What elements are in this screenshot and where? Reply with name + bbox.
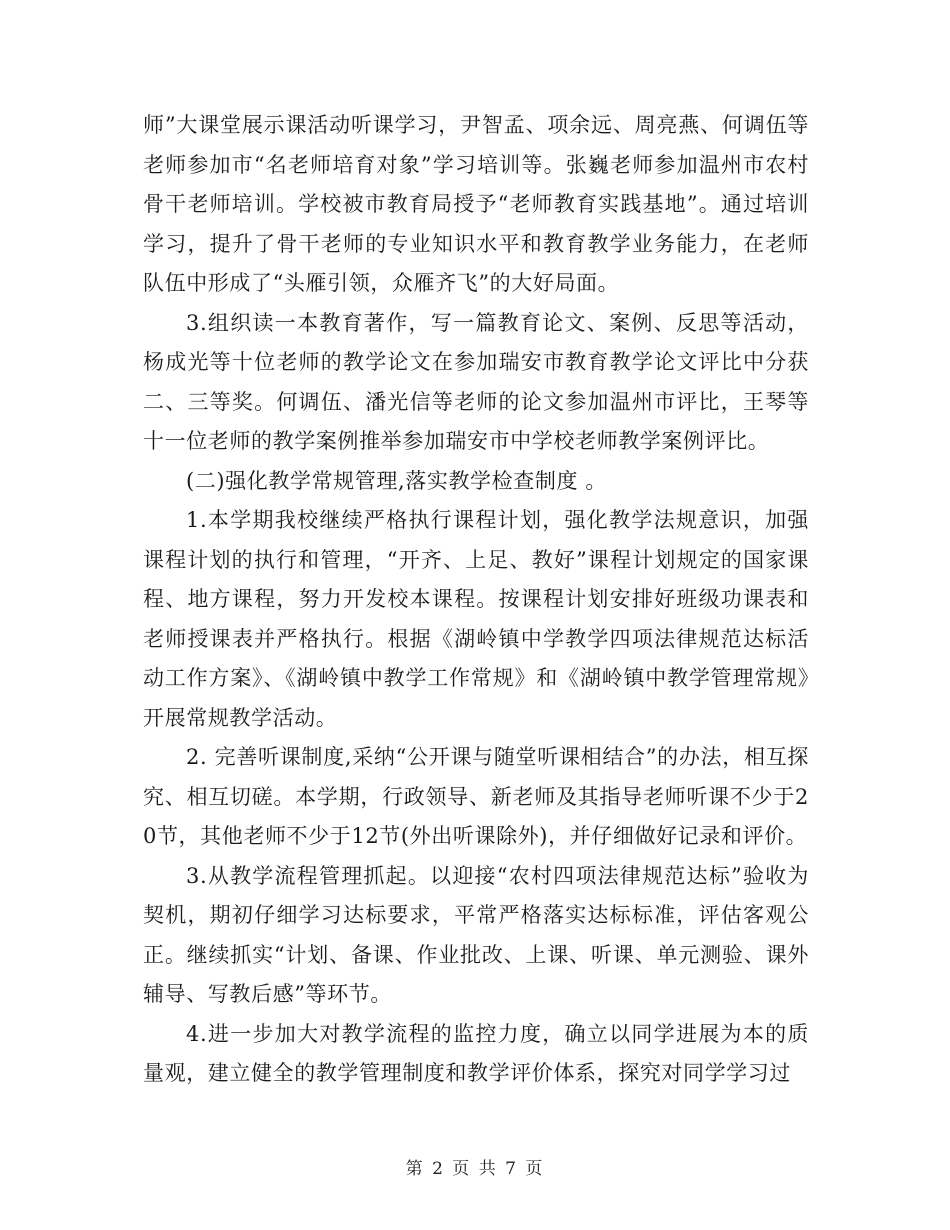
paragraph-item-1-curriculum: 1.本学期我校继续严格执行课程计划，强化教学法规意识，加强课程计划的执行和管理，“开齐、上足、教好”课程计划规定的国家课程、地方课程，努力开发校本课程。按课程计划安排好班级功课表和老师授课表并严格执行。根据《湖岭镇中学教学四项法律规范达标活动工作方案》、《湖岭镇中教学工作常规》和《湖岭镇中教学管理常规》开展常规教学活动。 bbox=[143, 508, 809, 730]
paragraph-item-3-reading: 3.组织读一本教育著作，写一篇教育论文、案例、反思等活动，杨成光等十位老师的教学论文在参加瑞安市教育教学论文评比中分获二、三等奖。何调伍、潘光信等老师的论文参加温州市评比，王琴等十一位老师的教学案例推举参加瑞安市中学校老师教学案例评比。 bbox=[143, 310, 809, 453]
section-heading-2: (二)强化教学常规管理,落实教学检查制度 。 bbox=[186, 468, 607, 493]
paragraph-item-4-monitoring: 4.进一步加大对教学流程的监控力度，确立以同学进展为本的质量观，建立健全的教学管理制度和教学评价体系，探究对同学学习过 bbox=[143, 1021, 809, 1085]
paragraph-item-2-lecture: 2. 完善听课制度,采纳“公开课与随堂听课相结合”的办法，相互探究、相互切磋。本学期，行政领导、新老师及其指导老师听课不少于20节，其他老师不少于12节(外出听课除外)，并仔细做好记录和评价。 bbox=[143, 745, 809, 848]
document-body bbox=[143, 106, 809, 1094]
page-number-footer: 第 2 页 共 7 页 bbox=[405, 1159, 545, 1179]
paragraph-continuation: 师”大课堂展示课活动听课学习，尹智孟、项余远、周亮燕、何调伍等老师参加市“名老师培育对象”学习培训等。张巍老师参加温州市农村骨干老师培训。学校被市教育局授予“老师教育实践基地”。通过培训学习，提升了骨干老师的专业知识水平和教育教学业务能力，在老师队伍中形成了“头雁引领，众雁齐飞”的大好局面。 bbox=[143, 113, 809, 295]
paragraph-item-3-process: 3.从教学流程管理抓起。以迎接“农村四项法律规范达标”验收为契机，期初仔细学习达标要求，平常严格落实达标标准，评估客观公正。继续抓实“计划、备课、作业批改、上课、听课、单元测验、课外辅导、写教后感”等环节。 bbox=[143, 863, 809, 1006]
